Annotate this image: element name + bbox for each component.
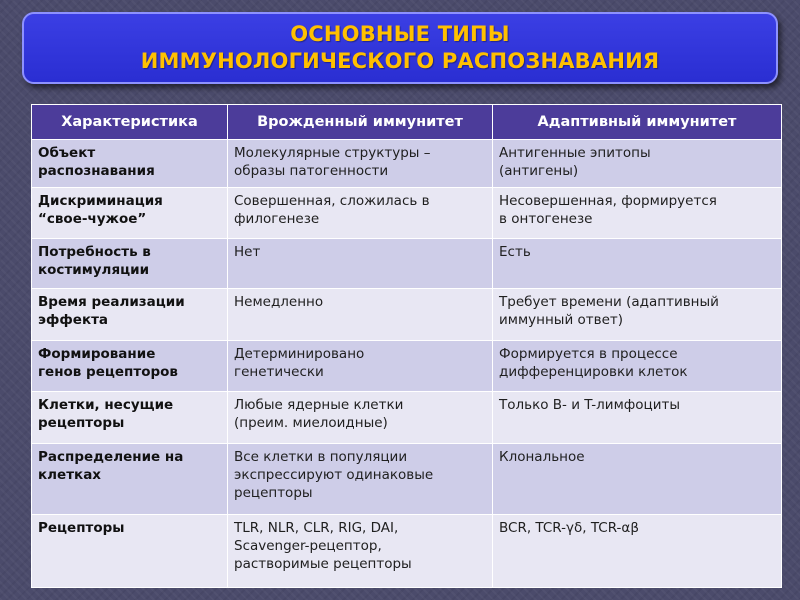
row-innate-value: Детерминировано генетически bbox=[228, 341, 493, 392]
title-line-2: ИММУНОЛОГИЧЕСКОГО РАСПОЗНАВАНИЯ bbox=[140, 49, 660, 73]
row-adaptive-value: Есть bbox=[493, 239, 782, 289]
table-row bbox=[32, 515, 782, 588]
row-characteristic: Дискриминация “свое-чужое” bbox=[32, 188, 228, 239]
row-adaptive-value: Несовершенная, формируется в онтогенезе bbox=[493, 188, 782, 239]
row-adaptive-value: Антигенные эпитопы (антигены) bbox=[493, 140, 782, 188]
title-banner bbox=[22, 12, 778, 84]
table-row bbox=[32, 188, 782, 239]
table-row bbox=[32, 341, 782, 392]
row-adaptive-value: Только B- и T-лимфоциты bbox=[493, 392, 782, 444]
row-adaptive-value: BCR, TCR-γδ, TCR-αβ bbox=[493, 515, 782, 588]
comparison-table-container bbox=[31, 104, 781, 590]
row-characteristic: Потребность в костимуляции bbox=[32, 239, 228, 289]
table-row bbox=[32, 392, 782, 444]
header-characteristic: Характеристика bbox=[32, 105, 228, 140]
table-row bbox=[32, 239, 782, 289]
row-characteristic: Время реализации эффекта bbox=[32, 289, 228, 341]
table-header-row bbox=[32, 105, 782, 140]
header-adaptive-immunity: Адаптивный иммунитет bbox=[493, 105, 782, 140]
row-adaptive-value: Формируется в процессе дифференцировки клеток bbox=[493, 341, 782, 392]
row-adaptive-value: Требует времени (адаптивный иммунный ответ) bbox=[493, 289, 782, 341]
row-innate-value: Совершенная, сложилась в филогенезе bbox=[228, 188, 493, 239]
row-characteristic: Формирование генов рецепторов bbox=[32, 341, 228, 392]
table-row bbox=[32, 140, 782, 188]
title-line-1: ОСНОВНЫЕ ТИПЫ bbox=[290, 22, 510, 46]
row-innate-value: Все клетки в популяции экспрессируют одинаковые рецепторы bbox=[228, 444, 493, 515]
header-innate-immunity: Врожденный иммунитет bbox=[228, 105, 493, 140]
row-innate-value: Молекулярные структуры – образы патогенности bbox=[228, 140, 493, 188]
comparison-table bbox=[31, 104, 782, 588]
row-innate-value: Немедленно bbox=[228, 289, 493, 341]
row-characteristic: Клетки, несущие рецепторы bbox=[32, 392, 228, 444]
row-characteristic: Распределение на клетках bbox=[32, 444, 228, 515]
row-adaptive-value: Клональное bbox=[493, 444, 782, 515]
table-row bbox=[32, 444, 782, 515]
row-innate-value: TLR, NLR, CLR, RIG, DAI, Scavenger-рецептор, растворимые рецепторы bbox=[228, 515, 493, 588]
table-row bbox=[32, 289, 782, 341]
row-innate-value: Любые ядерные клетки (преим. миелоидные) bbox=[228, 392, 493, 444]
row-characteristic: Рецепторы bbox=[32, 515, 228, 588]
row-innate-value: Нет bbox=[228, 239, 493, 289]
row-characteristic: Объект распознавания bbox=[32, 140, 228, 188]
